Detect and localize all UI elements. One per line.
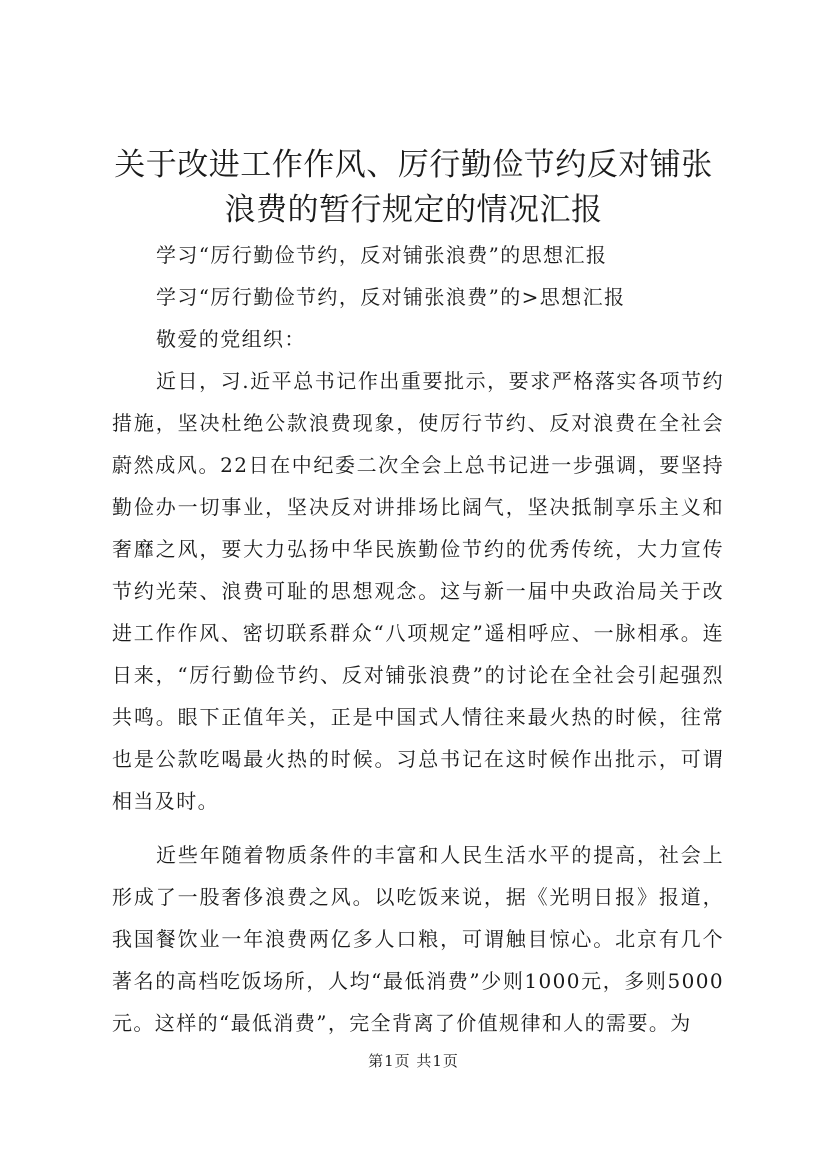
paragraph-salutation: 敬爱的党组织：	[156, 327, 306, 351]
paragraph-body-1: 近日，习.近平总书记作出重要批示，要求严格落实各项节约措施，坚决杜绝公款浪费现象，使厉行节约、反对浪费在全社会蔚然成风。22日在中纪委二次全会上总书记进一步强调，要坚持勤俭办一切事业，坚决反对讲排场比阔气，坚决抵制享乐主义和奢靡之风，要大力弘扬中华民族勤俭节约的优秀传统，大力宣传节约光荣、浪费可耻的思想观念。这与新一届中央政治局关于改进工作作风、密切联系群众“八项规定”遥相呼应、一脉相承。连日来，“厉行勤俭节约、反对铺张浪费”的讨论在全社会引起强烈共鸣。眼下正值年关，正是中国式人情往来最火热的时候，往常也是公款吃喝最火热的时候。习总书记在这时候作出批示，可谓相当及时。	[112, 369, 724, 813]
paragraph-body-2: 近些年随着物质条件的丰富和人民生活水平的提高，社会上形成了一股奢侈浪费之风。以吃饭来说，据《光明日报》报道，我国餐饮业一年浪费两亿多人口粮，可谓触目惊心。北京有几个著名的高档吃饭场所，人均“最低消费”少则1000元，多则5000元。这样的“最低消费”，完全背离了价值规律和人的需要。为	[112, 843, 724, 1035]
paragraph-subtitle-1: 学习“厉行勤俭节约，反对铺张浪费”的思想汇报	[156, 243, 608, 267]
paragraph-subtitle-2: 学习“厉行勤俭节约，反对铺张浪费”的>思想汇报	[156, 285, 626, 309]
document-title: 关于改进工作作风、厉行勤俭节约反对铺张浪费的暂行规定的情况汇报	[114, 147, 713, 228]
page-footer: 第1页 共1页	[368, 1052, 459, 1070]
document-body	[112, 234, 724, 1044]
